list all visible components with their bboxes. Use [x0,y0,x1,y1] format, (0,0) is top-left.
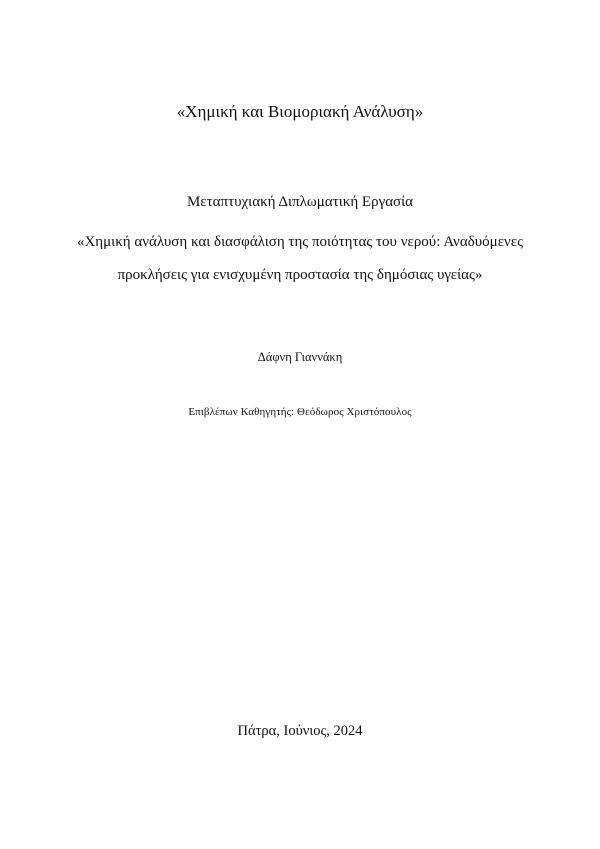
thesis-title: «Χημική ανάλυση και διασφάλιση της ποιότητας του νερού: Αναδυόμενες προκλήσεις για ενισχυμένη προστασία της δημόσιας υγείας» [76,234,524,283]
thesis-type: Μεταπτυχιακή Διπλωματική Εργασία [186,194,414,210]
place-date: Πάτρα, Ιούνιος, 2024 [237,723,363,739]
author-name: Δάφνη Γιαννάκη [257,350,343,364]
program-title: «Χημική και Βιομοριακή Ανάλυση» [176,102,424,121]
supervisor-line: Επιβλέπων Καθηγητής: Θεόδωρος Χριστόπουλος [188,406,412,418]
